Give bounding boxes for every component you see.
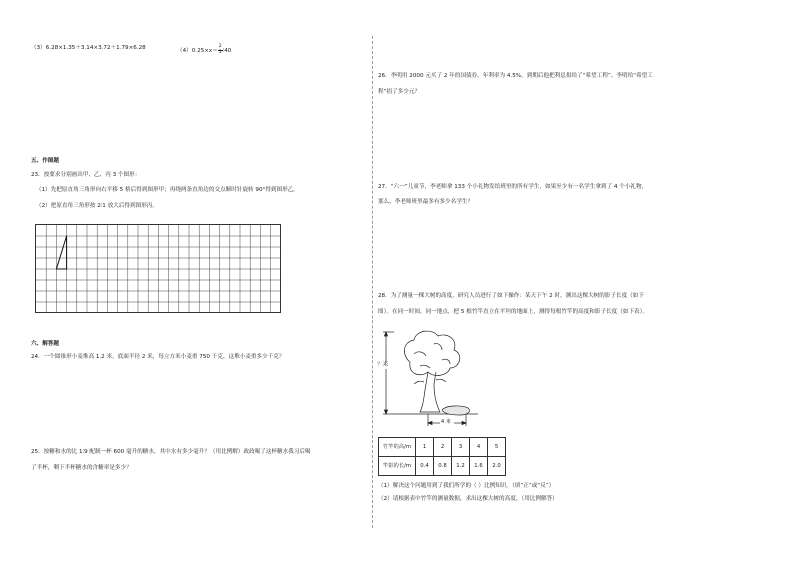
tree-crown [404,331,459,375]
table-cell: 0.8 [434,457,452,476]
question-23-part-1: （1）先把原直角三角形向右平移 5 格后得到图形甲；再绕两条直角边的交点顺时针旋转 90°得到图形乙。 [36,187,299,193]
question-26-line-2: 程”捐了多少元？ [378,89,421,95]
pole-measurement-table [378,437,506,476]
question-24: 24．一个圆锥形小麦堆高 1.2 米，底面半径 2 米，每立方米小麦重 750 千克，这堆小麦重多少千克？ [31,354,285,360]
question-25-line-2: 了半杯，剩下半杯糖水的含糖率是多少？ [31,465,132,471]
question-23: 23．按要求分别画出甲、乙、丙 3 个图形： [31,172,141,178]
question-27-line-1: 27．“六一”儿童节，李老师拿 133 个小礼物发给班里的所有学生，如果至少有一名学生拿到了 4 个小礼物， [378,184,648,190]
table-cell: 5 [488,438,506,457]
table-cell: 3 [452,438,470,457]
grid-lines [36,225,281,313]
drawing-grid [35,224,281,313]
table-row [379,438,506,457]
table-cell: 2.0 [488,457,506,476]
question-28-part-1: （1）解决这个问题用到了我们所学的（ ）比例知识。（填“正”或“反”） [378,483,555,489]
question-27-line-2: 那么，李老师班里最多有多少名学生？ [378,199,474,205]
question-3-expression: （3）6.28×1.35＋3.14×3.72＋1.79×6.28 [31,45,146,51]
question-26-line-1: 26．李明用 2000 元买了 2 年的国债券，年利率为 4.5%。到期后他把利息捐给了“希望工程”。李明给“希望工 [378,73,653,79]
shadow-length-header: 竿影的长/m [379,457,416,476]
table-cell: 2 [434,438,452,457]
question-23-part-2: （2）把原直角三角形按 2∶1 放大后得到图形丙。 [36,203,158,209]
table-cell: 1.6 [470,457,488,476]
original-right-triangle [56,236,66,269]
table-cell: 1.2 [452,457,470,476]
pole-height-header: 竹竿的高/m [379,438,416,457]
grid-svg [36,225,281,313]
section-5-title: 五、作图题 [31,158,59,164]
question-4-equation [177,45,231,56]
q4-suffix: ∶40 [222,47,232,54]
q4-fraction-denominator: 5 [218,49,222,55]
column-divider [372,36,373,528]
question-25-line-1: 25．按糖和水的比 1∶9 配制一杯 600 毫升的糖水，其中水有多少毫升？（用比例解）政政喝了这杯糖水我习后喝 [31,449,311,455]
question-28-line-1: 28．为了测量一棵大树的高度，研究人员进行了如下操作：某天下午 2 时，测出这棵大树的影子长度（如下 [378,293,644,299]
table-cell: 4 [470,438,488,457]
shadow-length-label: 4 米 [441,419,451,425]
question-28-part-2: （2）请根据表中竹竿的测量数据，求出这棵大树的高度。（用比例解答） [378,496,558,502]
tree-figure-svg [380,326,480,430]
tree-shadow [442,406,470,415]
table-row [379,457,506,476]
tree-height-label: ？米 [377,362,389,368]
tree-trunk [420,372,440,412]
q4-fraction-numerator: 2 [218,44,222,49]
table-cell: 1 [416,438,434,457]
question-28-line-2: 图）。在同一时间，同一地点，把 5 根竹竿直立在平坦的地面上，测得每根竹竿的高度和影子长度（如下表）。 [378,309,649,315]
table-cell: 0.4 [416,457,434,476]
tree-shadow-figure [380,326,480,433]
q4-prefix: （4）0.25×x＝ [177,47,218,54]
section-6-title: 六、解答题 [31,341,59,347]
